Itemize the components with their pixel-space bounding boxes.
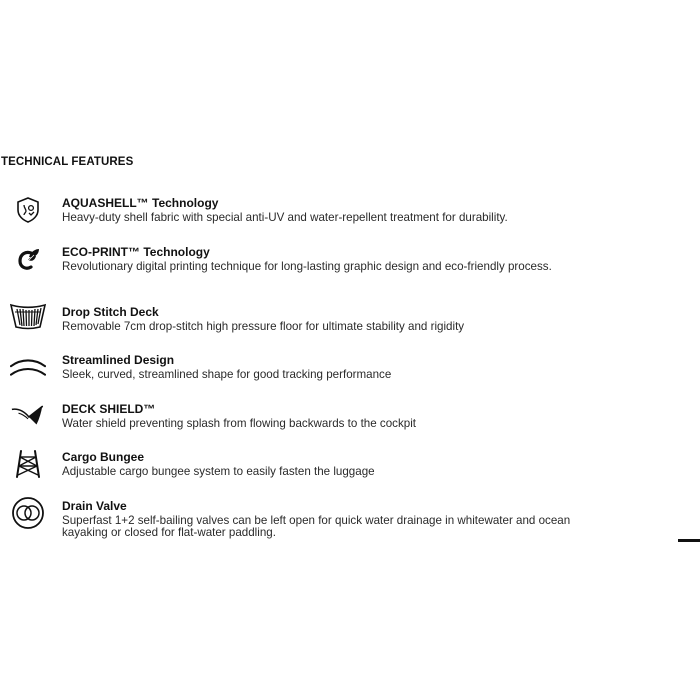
- streamlined-icon: [10, 351, 46, 387]
- feature-title: Drop Stitch Deck: [62, 305, 159, 319]
- feature-title: Streamlined Design: [62, 353, 175, 367]
- feature-title: Drain Valve: [62, 499, 127, 513]
- feature-title: ECO-PRINT™ Technology: [62, 245, 210, 259]
- feature-title: AQUASHELL™ Technology: [62, 196, 219, 210]
- feature-description: Water shield preventing splash from flowing backwards to the cockpit: [62, 417, 416, 430]
- cargo-bungee-icon: [10, 446, 46, 482]
- feature-title: DECK SHIELD™: [62, 402, 156, 416]
- scroll-indicator: [678, 539, 700, 542]
- deck-shield-icon: [10, 398, 46, 434]
- feature-description: Removable 7cm drop-stitch high pressure floor for ultimate stability and rigidity: [62, 320, 465, 333]
- feature-description: Superfast 1+2 self-bailing valves can be left open for quick water drainage in whitewater and ocean kayaking or closed for flat-water paddling.: [62, 514, 571, 539]
- drain-valve-icon: [10, 495, 46, 531]
- feature-description: Heavy-duty shell fabric with special anti-UV and water-repellent treatment for durability.: [62, 211, 508, 224]
- feature-title: Cargo Bungee: [62, 450, 145, 464]
- leaf-icon: [10, 241, 46, 277]
- feature-description: Revolutionary digital printing technique for long-lasting graphic design and eco-friendly process.: [62, 260, 552, 273]
- feature-description: Adjustable cargo bungee system to easily fasten the luggage: [62, 465, 375, 478]
- drop-stitch-icon: [10, 299, 46, 335]
- shield-icon: [10, 192, 46, 228]
- section-title: TECHNICAL FEATURES: [1, 156, 134, 168]
- feature-description: Sleek, curved, streamlined shape for good tracking performance: [62, 368, 392, 381]
